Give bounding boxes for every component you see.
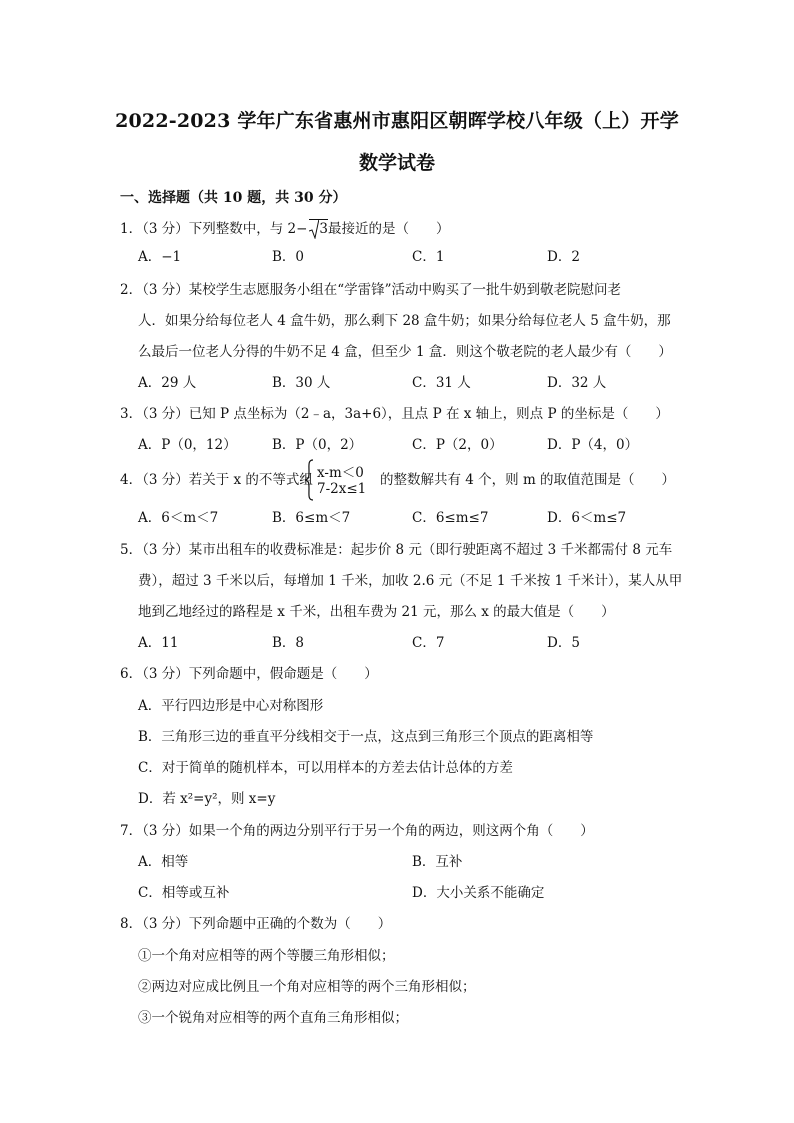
question-4-text-a: 4．（3 分）若关于 x 的不等式组 (120, 472, 313, 488)
page-title: 2022-2023 学年广东省惠州市惠阳区朝晖学校八年级（上）开学 (115, 110, 679, 132)
question-5-line-2: 费），超过 3 千米以后，每增加 1 千米，加收 2.6 元（不足 1 千米按 1 千米计），某人从甲 (138, 573, 683, 589)
question-1-text-a: 1．（3 分）下列整数中，与 2− (120, 221, 308, 237)
q7-option-a[interactable]: A．相等 (138, 854, 189, 870)
question-2-line-1: 2．（3 分）某校学生志愿服务小组在“学雷锋”活动中购买了一批牛奶到敬老院慰问老 (120, 282, 622, 298)
q5-option-c[interactable]: C．7 (412, 635, 445, 651)
question-6: 6．（3 分）下列命题中，假命题是（ ） (120, 666, 378, 682)
q3-option-b[interactable]: B．P（0，2） (272, 437, 363, 453)
q4-option-c[interactable]: C．6≤m≤7 (412, 510, 489, 526)
q2-option-d[interactable]: D．32 人 (547, 375, 607, 391)
q6-option-b[interactable]: B．三角形三边的垂直平分线相交于一点，这点到三角形三个顶点的距离相等 (138, 729, 594, 745)
q1-option-d[interactable]: D．2 (547, 249, 580, 265)
inequality-1: x-m＜0 (317, 465, 364, 481)
q2-option-a[interactable]: A．29 人 (138, 375, 197, 391)
q7-option-d[interactable]: D．大小关系不能确定 (412, 885, 545, 901)
question-7: 7．（3 分）如果一个角的两边分别平行于另一个角的两边，则这两个角（ ） (120, 823, 594, 839)
question-1 (120, 219, 450, 238)
q5-option-b[interactable]: B．8 (272, 635, 305, 651)
q8-statement-2: ②两边对应成比例且一个角对应相等的两个三角形相似； (138, 979, 476, 995)
sqrt-argument: 3 (319, 221, 329, 237)
inequality-2: 7-2x≤1 (317, 481, 367, 497)
q4-option-a[interactable]: A．6＜m＜7 (138, 510, 219, 526)
q4-option-b[interactable]: B．6≤m＜7 (272, 510, 351, 526)
question-1-text-b: 最接近的是（ ） (328, 221, 450, 237)
q7-option-c[interactable]: C．相等或互补 (138, 885, 230, 901)
q3-option-c[interactable]: C．P（2，0） (412, 437, 503, 453)
q5-option-d[interactable]: D．5 (547, 635, 580, 651)
q8-statement-3: ③一个锐角对应相等的两个直角三角形相似； (138, 1010, 408, 1026)
q2-option-b[interactable]: B．30 人 (272, 375, 331, 391)
q8-statement-1: ①一个角对应相等的两个等腰三角形相似； (138, 948, 395, 964)
q3-option-a[interactable]: A．P（0，12） (138, 437, 237, 453)
q6-option-a[interactable]: A．平行四边形是中心对称图形 (138, 698, 324, 714)
question-8: 8．（3 分）下列命题中正确的个数为（ ） (120, 916, 392, 932)
q1-option-c[interactable]: C．1 (412, 249, 445, 265)
question-5-line-3: 地到乙地经过的路程是 x 千米，出租车费为 21 元，那么 x 的最大值是（ ） (138, 604, 615, 620)
question-4-text-b: 的整数解共有 4 个，则 m 的取值范围是（ ） (380, 472, 676, 488)
q3-option-d[interactable]: D．P（4，0） (547, 437, 639, 453)
question-2-line-3: 么最后一位老人分得的牛奶不足 4 盒，但至少 1 盒．则这个敬老院的老人最少有（ ） (138, 344, 672, 360)
q7-option-b[interactable]: B．互补 (412, 854, 463, 870)
inequality-system (304, 459, 380, 501)
section-heading: 一、选择题（共 10 题，共 30 分） (120, 190, 347, 206)
sqrt-symbol (309, 219, 328, 238)
q5-option-a[interactable]: A．11 (138, 635, 179, 651)
q2-option-c[interactable]: C．31 人 (412, 375, 471, 391)
question-2-line-2: 人．如果分给每位老人 4 盒牛奶，那么剩下 28 盒牛奶；如果分给每位老人 5 盒牛奶，那 (138, 313, 671, 329)
question-3: 3．（3 分）已知 P 点坐标为（2﹣a，3a+6），且点 P 在 x 轴上，则点 P 的坐标是（ ） (120, 406, 669, 422)
page-subtitle: 数学试卷 (358, 152, 435, 174)
q4-option-d[interactable]: D．6＜m≤7 (547, 510, 627, 526)
q1-option-b[interactable]: B．0 (272, 249, 305, 265)
q6-option-d[interactable]: D．若 x²=y²，则 x=y (138, 791, 276, 807)
brace-icon (304, 459, 314, 501)
q1-option-a[interactable]: A．−1 (138, 249, 182, 265)
q6-option-c[interactable]: C．对于简单的随机样本，可以用样本的方差去估计总体的方差 (138, 760, 513, 776)
question-5-line-1: 5．（3 分）某市出租车的收费标准是：起步价 8 元（即行驶距离不超过 3 千米都需付 8 元车 (120, 542, 673, 558)
